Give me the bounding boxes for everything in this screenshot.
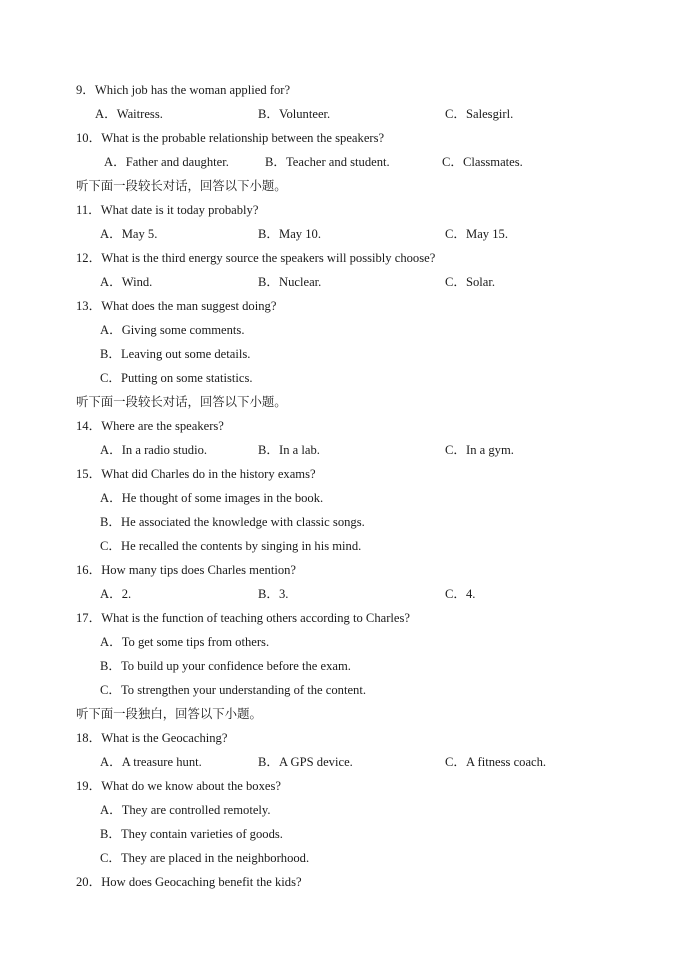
question-line [0,463,688,485]
question-line [0,295,688,317]
option-a: A．Wind. [100,275,153,289]
question-line [0,607,688,629]
option-c: C．In a gym. [445,443,514,457]
options-row [0,439,688,461]
question-text: 13．What does the man suggest doing? [76,299,277,313]
question-line [0,559,688,581]
option-text: B．He associated the knowledge with classic songs. [100,515,365,529]
option-b: B．Nuclear. [258,275,322,289]
question-line [0,727,688,749]
option-line [0,679,688,701]
option-b: B．A GPS device. [258,755,353,769]
option-c: C．Salesgirl. [445,107,514,121]
section-instruction [0,703,688,725]
question-text: 19．What do we know about the boxes? [76,779,281,793]
question-line [0,127,688,149]
option-text: B．To build up your confidence before the exam. [100,659,351,673]
section-text: 听下面一段较长对话，回答以下小题。 [76,394,287,409]
option-line [0,487,688,509]
option-text: C．To strengthen your understanding of the content. [100,683,366,697]
option-text: C．He recalled the contents by singing in his mind. [100,539,362,553]
question-text: 9．Which job has the woman applied for? [76,83,291,97]
option-b: B．Volunteer. [258,107,331,121]
option-line [0,367,688,389]
section-text: 听下面一段较长对话，回答以下小题。 [76,178,287,193]
question-text: 18．What is the Geocaching? [76,731,228,745]
question-text: 12．What is the third energy source the speakers will possibly choose? [76,251,436,265]
option-line [0,823,688,845]
option-text: C．They are placed in the neighborhood. [100,851,310,865]
question-text: 20．How does Geocaching benefit the kids? [76,875,302,889]
option-c: C．4. [445,587,476,601]
options-row [0,151,688,173]
question-text: 17．What is the function of teaching others according to Charles? [76,611,410,625]
section-text: 听下面一段独白，回答以下小题。 [76,706,262,721]
section-instruction [0,391,688,413]
option-line [0,535,688,557]
question-text: 15．What did Charles do in the history exams? [76,467,316,481]
option-line [0,655,688,677]
option-a: A．2. [100,587,132,601]
option-c: C．Solar. [445,275,496,289]
option-text: A．They are controlled remotely. [100,803,271,817]
option-b: B．In a lab. [258,443,320,457]
option-line [0,847,688,869]
question-text: 16．How many tips does Charles mention? [76,563,297,577]
options-row [0,751,688,773]
options-row [0,103,688,125]
option-line [0,511,688,533]
options-row [0,583,688,605]
question-text: 10．What is the probable relationship between the speakers? [76,131,385,145]
option-a: A．Waitress. [95,107,163,121]
option-line [0,799,688,821]
option-b: B．May 10. [258,227,321,241]
option-line [0,319,688,341]
option-a: A．May 5. [100,227,158,241]
option-c: C．May 15. [445,227,508,241]
option-c: C．Classmates. [442,155,523,169]
option-b: B．3. [258,587,289,601]
option-line [0,343,688,365]
option-text: B．They contain varieties of goods. [100,827,283,841]
question-line [0,79,688,101]
question-text: 11．What date is it today probably? [76,203,259,217]
question-line [0,775,688,797]
option-c: C．A fitness coach. [445,755,547,769]
question-line [0,199,688,221]
question-line [0,415,688,437]
option-b: B．Teacher and student. [265,155,390,169]
option-text: A．He thought of some images in the book. [100,491,324,505]
question-line [0,247,688,269]
option-a: A．A treasure hunt. [100,755,202,769]
option-text: C．Putting on some statistics. [100,371,253,385]
question-text: 14．Where are the speakers? [76,419,224,433]
section-instruction [0,175,688,197]
option-text: A．Giving some comments. [100,323,245,337]
question-line [0,871,688,893]
option-text: A．To get some tips from others. [100,635,270,649]
option-line [0,631,688,653]
options-row [0,271,688,293]
option-a: A．Father and daughter. [104,155,229,169]
options-row [0,223,688,245]
option-text: B．Leaving out some details. [100,347,251,361]
option-a: A．In a radio studio. [100,443,208,457]
